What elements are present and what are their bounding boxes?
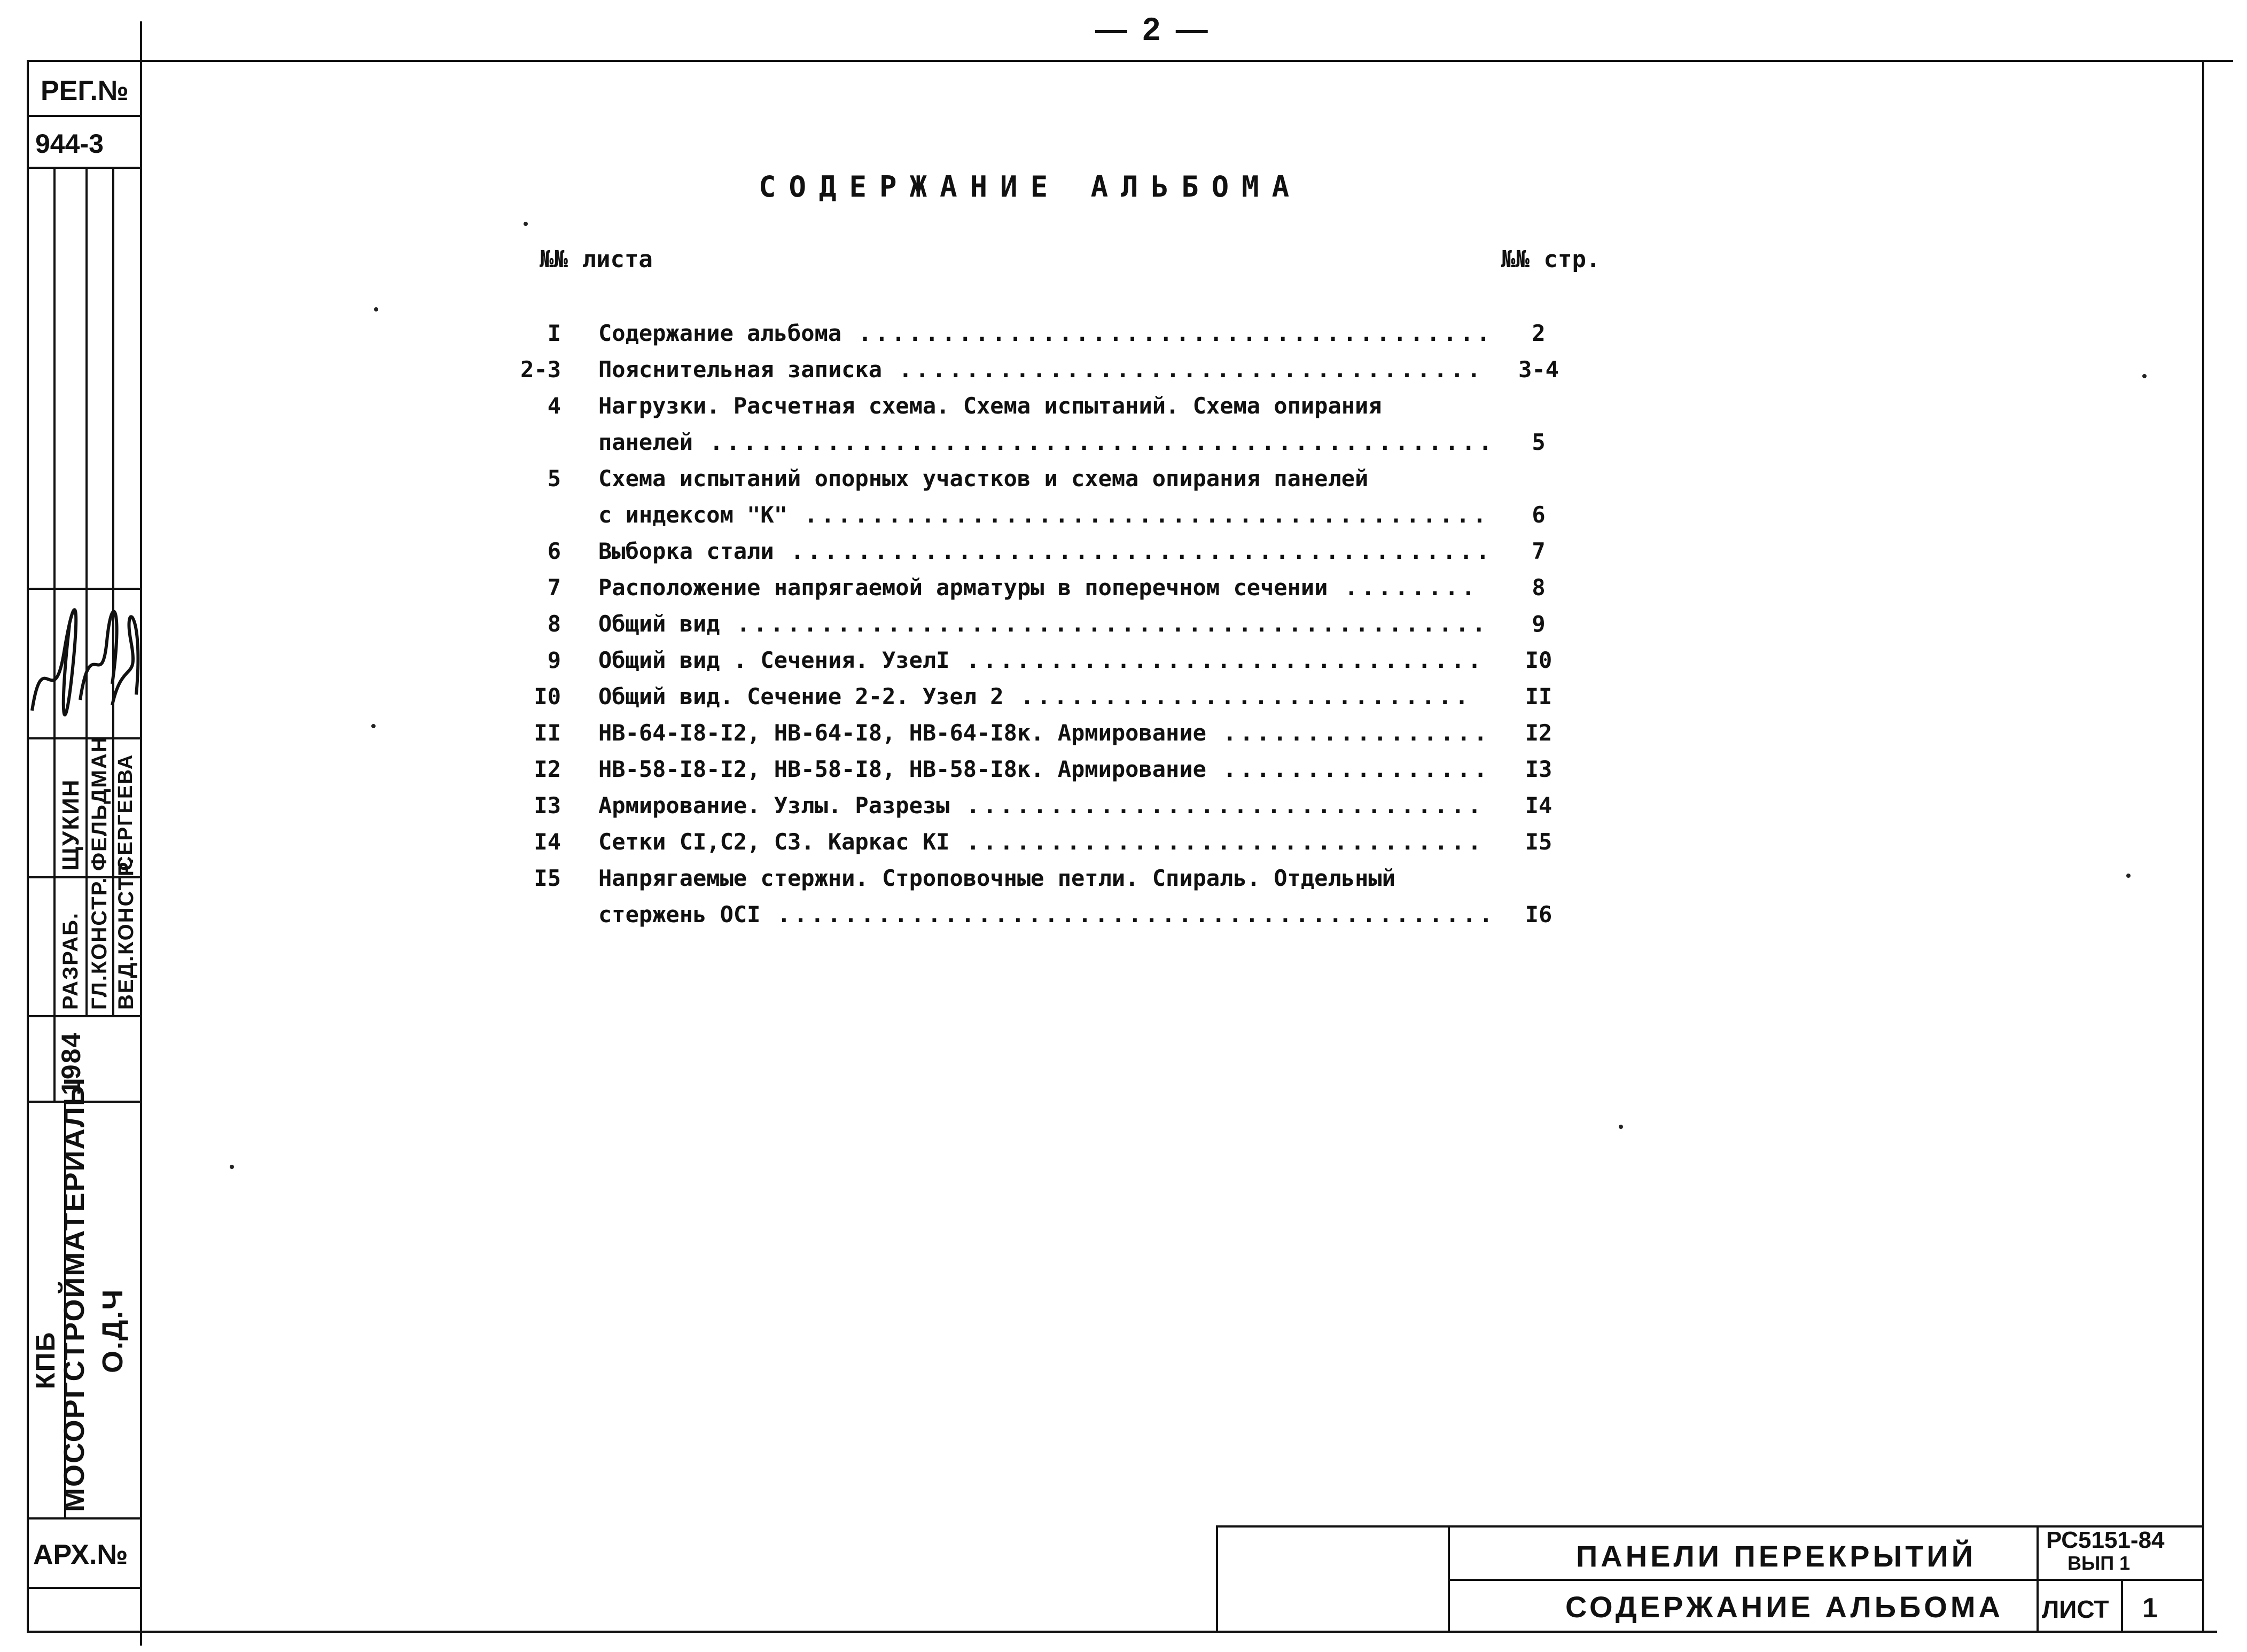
signatures — [21, 577, 150, 737]
toc-page-number: 5 — [1532, 429, 1546, 455]
dot-leader: ................ — [1206, 756, 1491, 782]
scan-speck — [374, 307, 378, 311]
dot-leader: ........ — [1328, 574, 1479, 601]
toc-title: СОДЕРЖАНИЕ АЛЬБОМА — [759, 170, 1302, 204]
toc-page-number: I0 — [1525, 647, 1552, 673]
toc-page-number: I6 — [1525, 901, 1552, 928]
scan-speck — [2142, 374, 2147, 378]
toc-sheet-number: 8 — [547, 611, 561, 637]
toc-entry-title: Армирование. Узлы. Разрезы ............................... — [598, 792, 1485, 819]
org-name: МОСОРГСТРОЙМАТЕРИАЛЫ — [58, 1077, 90, 1512]
person-feldman: ФЕЛЬДМАН — [88, 736, 111, 871]
dot-leader: ............................... — [949, 829, 1485, 855]
stamp-subtitle: СОДЕРЖАНИЕ АЛЬБОМА — [1565, 1590, 2003, 1624]
dot-leader: ............................... — [949, 647, 1485, 673]
toc-sheet-number: I3 — [534, 792, 561, 819]
toc-page-number: 2 — [1532, 320, 1546, 346]
stamp-title: ПАНЕЛИ ПЕРЕКРЫТИЙ — [1576, 1539, 1976, 1573]
dot-leader: ............................................... — [693, 429, 1495, 455]
toc-entry-title: Общий вид . Сечения. УзелI ............................... — [598, 647, 1485, 673]
toc-entry-title: с индексом "К" ......................................... — [598, 502, 1490, 528]
toc-sheet-number: 9 — [547, 647, 561, 673]
reg-label: РЕГ.№ — [41, 75, 129, 106]
role-ved-konstr: ВЕД.КОНСТР. — [114, 857, 138, 1010]
scan-speck — [371, 724, 376, 728]
toc-page-number: 6 — [1532, 502, 1546, 528]
person-shukin: ЩУКИН — [58, 778, 84, 871]
toc-sheet-number: I4 — [534, 829, 561, 855]
toc-entry-title: НВ-58-I8-I2, НВ-58-I8, НВ-58-I8к. Армирование ................ — [598, 756, 1491, 782]
year: 1984 — [56, 1031, 86, 1095]
page-number: — 2 — — [1095, 11, 1211, 47]
reg-value: 944-3 — [35, 129, 104, 159]
toc-entry-title: Общий вид ............................................. — [598, 611, 1489, 637]
dot-leader: ................ — [1206, 720, 1491, 746]
toc-sheet-number: I5 — [534, 865, 561, 891]
dot-leader: ......................................... — [787, 502, 1490, 528]
col-sheet-header: №№ листа — [540, 246, 653, 273]
frame-left-inner — [140, 21, 142, 1646]
toc-page-number: 3-4 — [1518, 356, 1559, 383]
dept-code: О.Д.Ч — [97, 1288, 129, 1373]
toc-entry-title: панелей ............................................... — [598, 429, 1495, 455]
role-gl-konstr: ГЛ.КОНСТР. — [88, 876, 111, 1010]
stamp-sheet-value: 1 — [2142, 1593, 2158, 1624]
toc-sheet-number: 2-3 — [520, 356, 561, 383]
toc-entry-title: НВ-64-I8-I2, НВ-64-I8, НВ-64-I8к. Армирование ................ — [598, 720, 1491, 746]
frame-left-outer — [27, 60, 29, 1631]
stamp-issue: ВЫП 1 — [2067, 1552, 2131, 1574]
scan-speck — [2126, 874, 2131, 878]
dot-leader: ........................... — [1003, 683, 1472, 710]
dot-leader: ........................................... — [760, 901, 1496, 928]
stamp-sheet-label: ЛИСТ — [2042, 1595, 2109, 1623]
toc-page-number: 7 — [1532, 538, 1546, 564]
dot-leader: ............................... — [949, 792, 1485, 819]
toc-entry-title: Схема испытаний опорных участков и схема опирания панелей — [598, 465, 1369, 492]
toc-entry-title: Сетки CI,C2, C3. Каркас КI ............................... — [598, 829, 1485, 855]
toc-entry-title: Нагрузки. Расчетная схема. Схема испытаний. Схема опирания — [598, 393, 1382, 419]
toc-sheet-number: II — [534, 720, 561, 746]
dot-leader: ............................................. — [720, 611, 1489, 637]
toc-page-number: II — [1525, 683, 1552, 710]
scan-speck — [1619, 1125, 1623, 1129]
toc-sheet-number: 7 — [547, 574, 561, 601]
toc-page-number: I2 — [1525, 720, 1552, 746]
toc-page-number: 8 — [1532, 574, 1546, 601]
toc-sheet-number: I2 — [534, 756, 561, 782]
dot-leader: ...................................... — [841, 320, 1494, 346]
person-sergeeva: СЕРГЕЕВА — [114, 753, 137, 871]
frame-bottom — [27, 1631, 2217, 1633]
toc-page-number: I3 — [1525, 756, 1552, 782]
dot-leader: ................................... — [882, 356, 1484, 383]
toc-sheet-number: 4 — [547, 393, 561, 419]
frame-right — [2202, 60, 2204, 1631]
scan-speck — [524, 222, 528, 226]
toc-sheet-number: 6 — [547, 538, 561, 564]
toc-entry-title: Общий вид. Сечение 2-2. Узел 2 ........................... — [598, 683, 1472, 710]
toc-page-number: I4 — [1525, 792, 1552, 819]
toc-sheet-number: I — [547, 320, 561, 346]
dot-leader: .......................................... — [774, 538, 1493, 564]
toc-entry-title: Расположение напрягаемой арматуры в поперечном сечении ........ — [598, 574, 1479, 601]
role-razrab: РАЗРАБ. — [59, 911, 82, 1010]
stamp-code: РС5151-84 — [2046, 1527, 2165, 1553]
org-code: КПБ — [30, 1331, 60, 1389]
arch-label: АРХ.№ — [33, 1539, 128, 1570]
toc-sheet-number: 5 — [547, 465, 561, 492]
toc-page-number: I5 — [1525, 829, 1552, 855]
toc-entry-title: Выборка стали .......................................... — [598, 538, 1493, 564]
toc-entry-title: стержень ОСI ........................................... — [598, 901, 1496, 928]
toc-sheet-number: I0 — [534, 683, 561, 710]
toc-entry-title: Напрягаемые стержни. Строповочные петли. Спираль. Отдельный — [598, 865, 1395, 891]
scan-speck — [230, 1165, 234, 1169]
frame-top — [27, 60, 2233, 62]
toc-entry-title: Содержание альбома ...................................... — [598, 320, 1494, 346]
toc-page-number: 9 — [1532, 611, 1546, 637]
col-page-header: №№ стр. — [1501, 246, 1601, 273]
toc-entry-title: Пояснительная записка ................................... — [598, 356, 1484, 383]
